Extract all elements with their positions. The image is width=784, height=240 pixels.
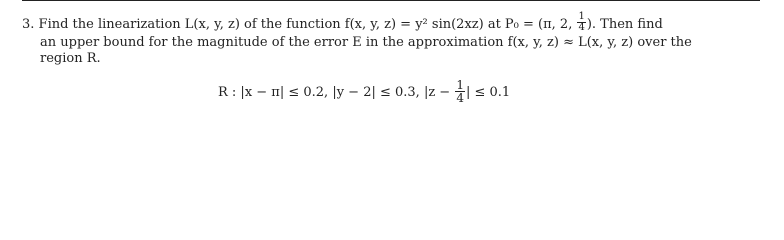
top-rule: [22, 0, 760, 1]
problem-text-line-1: Find the linearization L(x, y, z) of the function f(x, y, z) = y² sin(2xz) at P₀ = (π, 2,: [38, 17, 577, 32]
region-formula: [218, 80, 510, 105]
point-fraction-numerator: 1: [578, 11, 585, 22]
region-fraction-numerator: 1: [456, 78, 464, 92]
problem-number: 3.: [22, 17, 35, 32]
point-fraction-denominator: 4: [578, 22, 585, 33]
problem-text-line-3: region R.: [40, 51, 101, 66]
region-fraction: [455, 79, 465, 104]
problem-text-line-2: an upper bound for the magnitude of the error E in the approximation f(x, y, z) ≈ L(x, y, z) over the: [40, 35, 692, 50]
problem-line-3: [22, 51, 762, 67]
problem-line-1: [22, 11, 762, 35]
point-fraction: [577, 12, 585, 33]
problem-statement: [22, 11, 762, 67]
region-fraction-denominator: 4: [456, 91, 464, 105]
problem-text-line-1-end: ). Then find: [586, 17, 663, 32]
problem-line-2: [22, 35, 762, 51]
region-suffix: | ≤ 0.1: [465, 85, 511, 100]
region-prefix: R : |x − π| ≤ 0.2, |y − 2| ≤ 0.3, |z −: [218, 85, 455, 100]
